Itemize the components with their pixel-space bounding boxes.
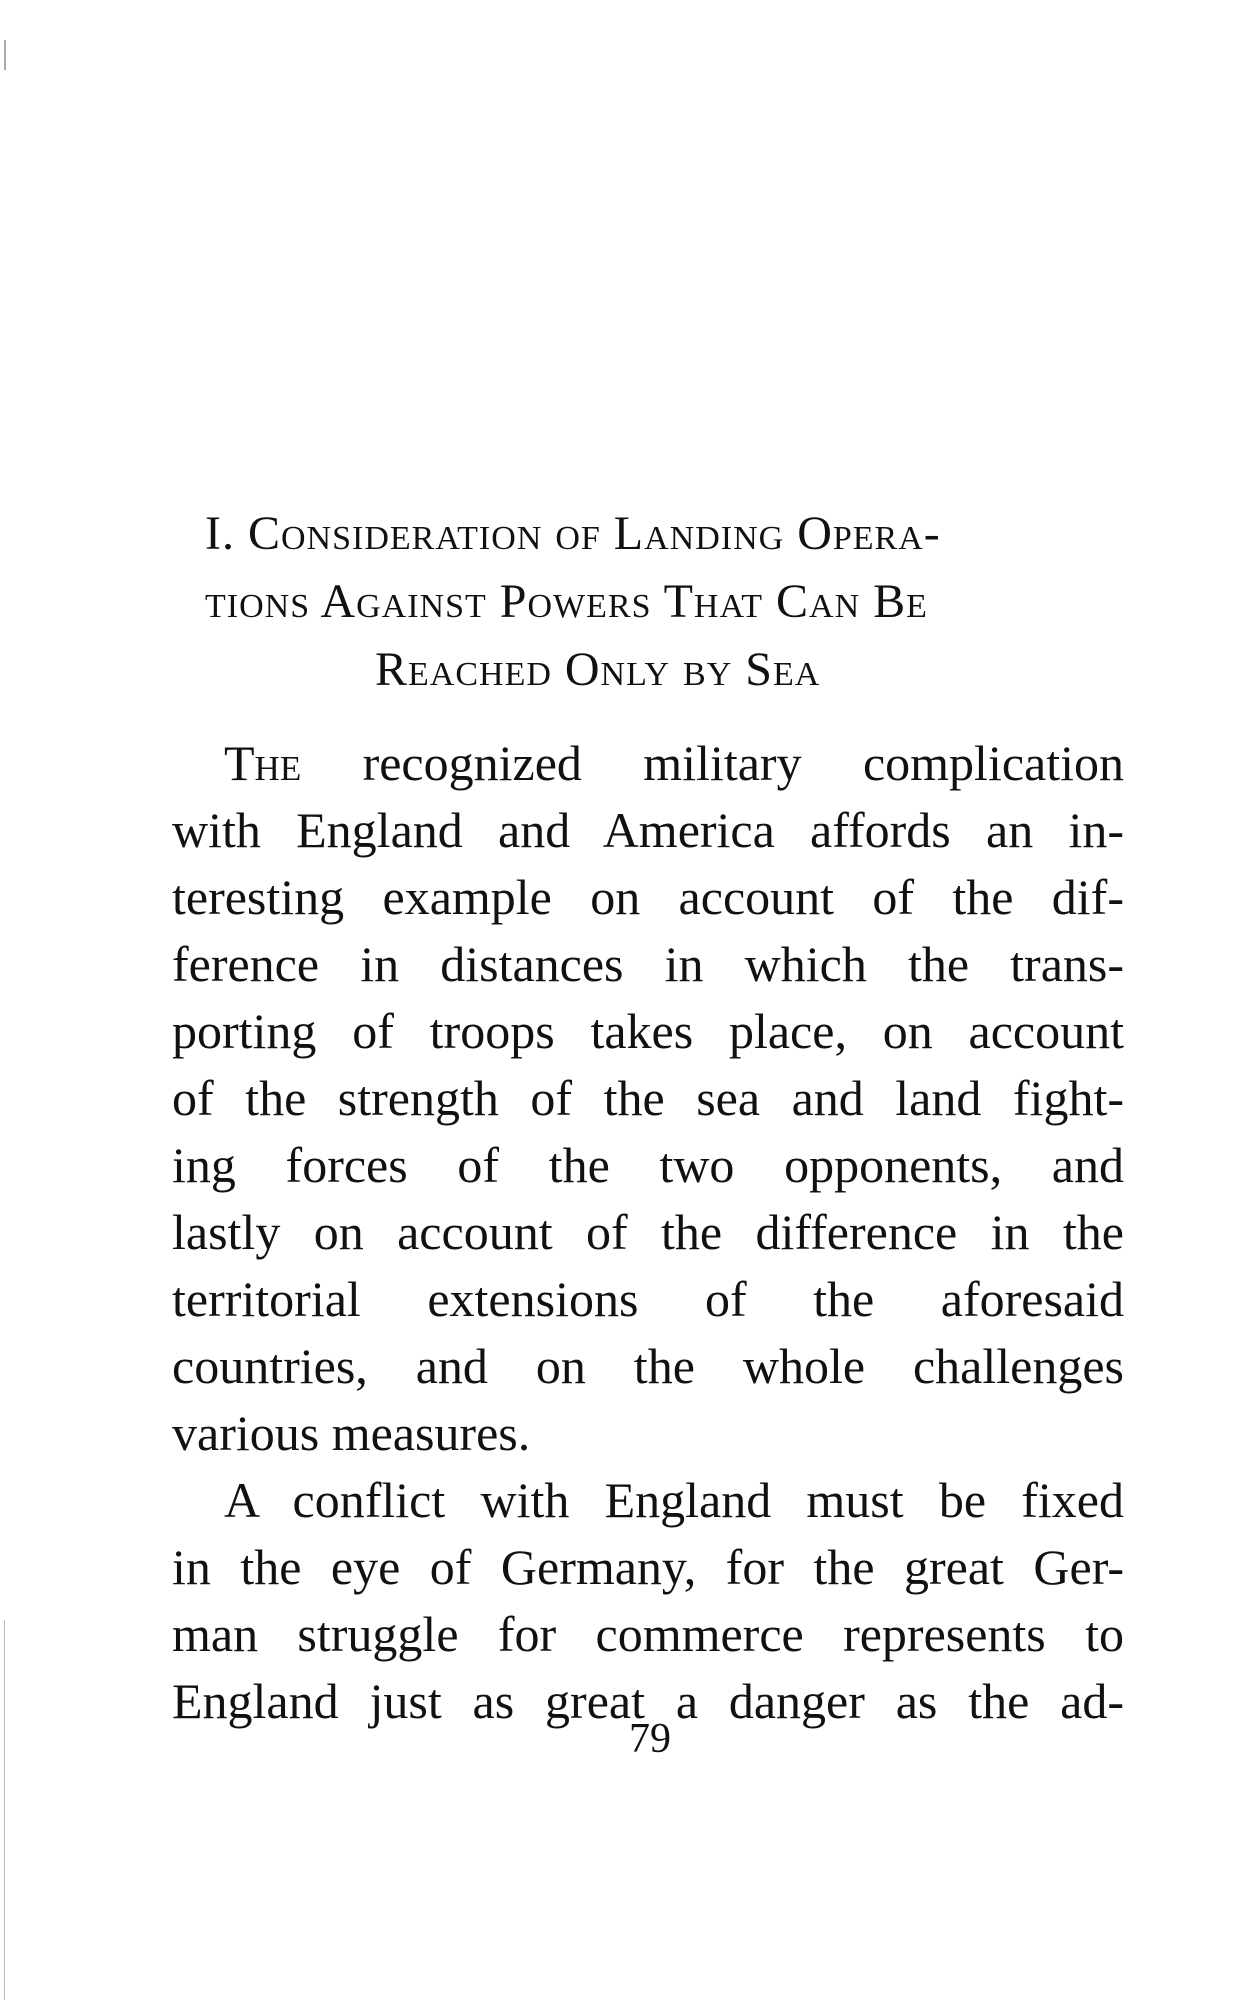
chapter-heading	[205, 500, 1105, 704]
paragraph-lead-word: The	[224, 735, 302, 791]
body-text	[172, 730, 1132, 1735]
paragraph-1-line-4: ference in distances in which the trans-	[172, 936, 1124, 992]
paragraph-1-line-2: with England and America affords an in-	[172, 802, 1124, 858]
paragraph-1-line-1	[172, 730, 1124, 797]
paragraph-2-line-4: England just as great a danger as the ad-	[172, 1673, 1124, 1729]
paragraph-1-line-1-text: recognized military complication	[362, 735, 1125, 791]
paragraph-2-line-1: A conflict with England must be fixed	[224, 1472, 1124, 1528]
paragraph-1-line-5: porting of troops takes place, on account	[172, 1003, 1124, 1059]
paragraph-1-line-11: various measures.	[172, 1405, 531, 1461]
paragraph-1-line-6: of the strength of the sea and land fight-	[172, 1070, 1124, 1126]
paragraph-1-line-3: teresting example on account of the dif-	[172, 869, 1124, 925]
paragraph-1-line-10: countries, and on the whole challenges	[172, 1338, 1124, 1394]
page-number: 79	[629, 1716, 671, 1762]
heading-line-2: tions Against Powers That Can Be	[205, 575, 928, 628]
heading-line-1: I. Consideration of Landing Opera-	[205, 507, 941, 560]
paragraph-1-line-7: ing forces of the two opponents, and	[172, 1137, 1124, 1193]
scan-artifact	[4, 1620, 5, 2000]
paragraph-1-line-9: territorial extensions of the aforesaid	[172, 1271, 1124, 1327]
paragraph-2-line-2: in the eye of Germany, for the great Ger-	[172, 1539, 1124, 1595]
heading-line-3: Reached Only by Sea	[375, 643, 821, 696]
paragraph-2-line-3: man struggle for commerce represents to	[172, 1606, 1124, 1662]
paragraph-1-line-8: lastly on account of the difference in the	[172, 1204, 1124, 1260]
scan-artifact	[4, 40, 6, 70]
